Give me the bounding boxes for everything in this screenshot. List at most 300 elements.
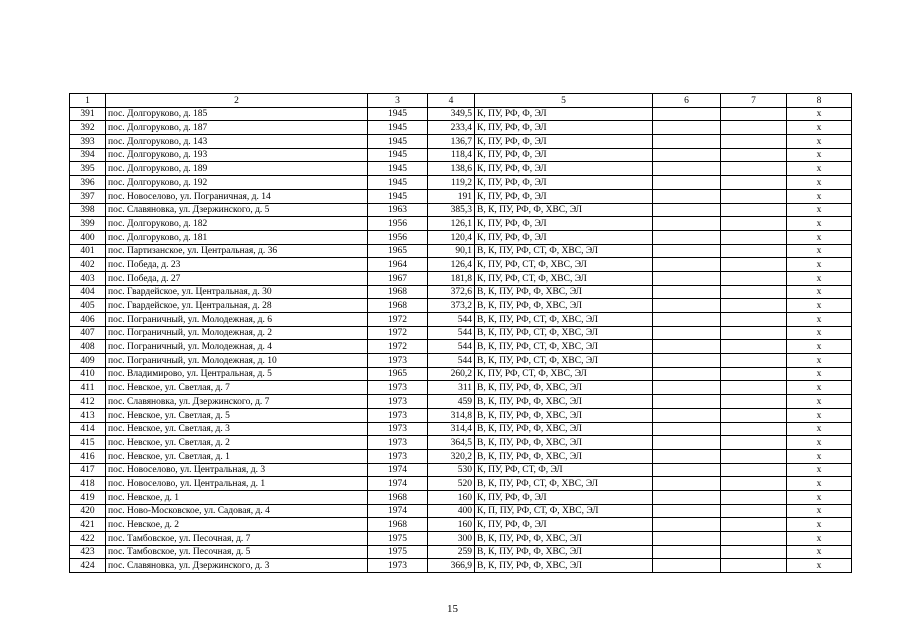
area-cell: 373,2 [428,299,475,313]
services-cell: К, ПУ, РФ, СТ, Ф, ХВС, ЭЛ [475,271,653,285]
table-row [70,436,852,450]
table-row [70,490,852,504]
address-cell: пос. Новоселово, ул. Пограничная, д. 14 [106,189,368,203]
area-cell: 126,1 [428,217,475,231]
table-row [70,148,852,162]
table-row [70,217,852,231]
area-cell: 366,9 [428,559,475,573]
table-row [70,189,852,203]
services-cell: В, К, ПУ, РФ, СТ, Ф, ХВС, ЭЛ [475,477,653,491]
column-number: 1 [70,94,106,108]
table-row [70,545,852,559]
address-cell: пос. Тамбовское, ул. Песочная, д. 7 [106,532,368,546]
table-row [70,354,852,368]
mark-cell: х [787,559,852,573]
area-cell: 544 [428,326,475,340]
column-6-cell [653,518,721,532]
row-number: 410 [70,367,106,381]
column-number-row [70,94,852,108]
address-cell: пос. Славяновка, ул. Дзержинского, д. 3 [106,559,368,573]
column-6-cell [653,436,721,450]
column-7-cell [721,107,787,121]
area-cell: 181,8 [428,271,475,285]
services-cell: К, П, ПУ, РФ, СТ, Ф, ХВС, ЭЛ [475,504,653,518]
column-6-cell [653,217,721,231]
column-7-cell [721,545,787,559]
column-7-cell [721,217,787,231]
year-cell: 1956 [368,217,428,231]
column-6-cell [653,107,721,121]
area-cell: 314,8 [428,408,475,422]
area-cell: 233,4 [428,121,475,135]
address-cell: пос. Победа, д. 23 [106,258,368,272]
year-cell: 1963 [368,203,428,217]
column-number: 4 [428,94,475,108]
year-cell: 1964 [368,258,428,272]
services-cell: В, К, ПУ, РФ, СТ, Ф, ХВС, ЭЛ [475,354,653,368]
address-cell: пос. Долгоруково, д. 189 [106,162,368,176]
year-cell: 1973 [368,408,428,422]
row-number: 416 [70,449,106,463]
row-number: 401 [70,244,106,258]
year-cell: 1968 [368,285,428,299]
mark-cell: х [787,203,852,217]
table-row [70,408,852,422]
area-cell: 191 [428,189,475,203]
area-cell: 320,2 [428,449,475,463]
column-6-cell [653,559,721,573]
row-number: 414 [70,422,106,436]
mark-cell: х [787,422,852,436]
column-7-cell [721,230,787,244]
table-row [70,162,852,176]
column-6-cell [653,203,721,217]
table-row [70,258,852,272]
mark-cell: х [787,381,852,395]
services-cell: В, К, ПУ, РФ, Ф, ХВС, ЭЛ [475,532,653,546]
services-cell: В, К, ПУ, РФ, Ф, ХВС, ЭЛ [475,449,653,463]
year-cell: 1973 [368,436,428,450]
mark-cell: х [787,504,852,518]
year-cell: 1972 [368,326,428,340]
table-row [70,230,852,244]
column-7-cell [721,313,787,327]
row-number: 411 [70,381,106,395]
address-cell: пос. Тамбовское, ул. Песочная, д. 5 [106,545,368,559]
area-cell: 520 [428,477,475,491]
services-cell: К, ПУ, РФ, Ф, ЭЛ [475,490,653,504]
address-cell: пос. Долгоруково, д. 143 [106,135,368,149]
row-number: 418 [70,477,106,491]
table-row [70,244,852,258]
table-row [70,367,852,381]
area-cell: 400 [428,504,475,518]
column-7-cell [721,326,787,340]
address-cell: пос. Невское, д. 2 [106,518,368,532]
services-cell: К, ПУ, РФ, Ф, ЭЛ [475,135,653,149]
mark-cell: х [787,162,852,176]
column-6-cell [653,271,721,285]
services-cell: В, К, ПУ, РФ, СТ, Ф, ХВС, ЭЛ [475,244,653,258]
address-cell: пос. Славяновка, ул. Дзержинского, д. 7 [106,395,368,409]
area-cell: 530 [428,463,475,477]
address-cell: пос. Гвардейское, ул. Центральная, д. 30 [106,285,368,299]
row-number: 404 [70,285,106,299]
year-cell: 1973 [368,559,428,573]
column-7-cell [721,203,787,217]
mark-cell: х [787,436,852,450]
services-cell: В, К, ПУ, РФ, Ф, ХВС, ЭЛ [475,381,653,395]
mark-cell: х [787,408,852,422]
row-number: 398 [70,203,106,217]
area-cell: 118,4 [428,148,475,162]
services-cell: В, К, ПУ, РФ, Ф, ХВС, ЭЛ [475,545,653,559]
mark-cell: х [787,477,852,491]
year-cell: 1975 [368,545,428,559]
address-cell: пос. Пограничный, ул. Молодежная, д. 10 [106,354,368,368]
address-cell: пос. Пограничный, ул. Молодежная, д. 4 [106,340,368,354]
table-row [70,203,852,217]
services-cell: В, К, ПУ, РФ, Ф, ХВС, ЭЛ [475,395,653,409]
address-cell: пос. Невское, д. 1 [106,490,368,504]
table-row [70,381,852,395]
mark-cell: х [787,313,852,327]
year-cell: 1968 [368,518,428,532]
column-7-cell [721,463,787,477]
column-6-cell [653,285,721,299]
column-7-cell [721,340,787,354]
column-6-cell [653,545,721,559]
area-cell: 349,5 [428,107,475,121]
address-cell: пос. Долгоруково, д. 181 [106,230,368,244]
table-row [70,176,852,190]
address-cell: пос. Долгоруково, д. 192 [106,176,368,190]
year-cell: 1965 [368,244,428,258]
column-7-cell [721,381,787,395]
year-cell: 1945 [368,135,428,149]
table-row [70,559,852,573]
mark-cell: х [787,395,852,409]
column-number: 3 [368,94,428,108]
address-cell: пос. Пограничный, ул. Молодежная, д. 6 [106,313,368,327]
row-number: 396 [70,176,106,190]
address-cell: пос. Долгоруково, д. 185 [106,107,368,121]
row-number: 391 [70,107,106,121]
column-7-cell [721,504,787,518]
table-row [70,477,852,491]
area-cell: 119,2 [428,176,475,190]
column-6-cell [653,340,721,354]
area-cell: 314,4 [428,422,475,436]
mark-cell: х [787,230,852,244]
year-cell: 1968 [368,490,428,504]
area-cell: 160 [428,518,475,532]
area-cell: 90,1 [428,244,475,258]
services-cell: В, К, ПУ, РФ, Ф, ХВС, ЭЛ [475,408,653,422]
column-6-cell [653,354,721,368]
services-cell: К, ПУ, РФ, СТ, Ф, ЭЛ [475,463,653,477]
services-cell: К, ПУ, РФ, СТ, Ф, ХВС, ЭЛ [475,367,653,381]
table-row [70,135,852,149]
year-cell: 1945 [368,189,428,203]
register-table [69,93,852,573]
column-number: 2 [106,94,368,108]
column-6-cell [653,135,721,149]
mark-cell: х [787,449,852,463]
column-7-cell [721,436,787,450]
services-cell: К, ПУ, РФ, Ф, ЭЛ [475,176,653,190]
area-cell: 260,2 [428,367,475,381]
row-number: 392 [70,121,106,135]
table-row [70,121,852,135]
address-cell: пос. Невское, ул. Светлая, д. 1 [106,449,368,463]
year-cell: 1975 [368,532,428,546]
column-6-cell [653,121,721,135]
row-number: 394 [70,148,106,162]
mark-cell: х [787,189,852,203]
column-6-cell [653,449,721,463]
column-7-cell [721,408,787,422]
year-cell: 1972 [368,313,428,327]
area-cell: 259 [428,545,475,559]
column-7-cell [721,271,787,285]
row-number: 424 [70,559,106,573]
table-body [70,94,852,573]
address-cell: пос. Гвардейское, ул. Центральная, д. 28 [106,299,368,313]
column-number: 8 [787,94,852,108]
row-number: 417 [70,463,106,477]
mark-cell: х [787,340,852,354]
column-7-cell [721,490,787,504]
column-7-cell [721,162,787,176]
area-cell: 459 [428,395,475,409]
table-row [70,504,852,518]
row-number: 403 [70,271,106,285]
column-7-cell [721,148,787,162]
column-7-cell [721,121,787,135]
row-number: 409 [70,354,106,368]
address-cell: пос. Новоселово, ул. Центральная, д. 1 [106,477,368,491]
column-7-cell [721,395,787,409]
year-cell: 1972 [368,340,428,354]
address-cell: пос. Славяновка, ул. Дзержинского, д. 5 [106,203,368,217]
mark-cell: х [787,121,852,135]
column-6-cell [653,477,721,491]
services-cell: К, ПУ, РФ, Ф, ЭЛ [475,217,653,231]
column-6-cell [653,463,721,477]
mark-cell: х [787,463,852,477]
table-row [70,313,852,327]
mark-cell: х [787,176,852,190]
services-cell: В, К, ПУ, РФ, СТ, Ф, ХВС, ЭЛ [475,340,653,354]
column-7-cell [721,449,787,463]
column-6-cell [653,326,721,340]
row-number: 421 [70,518,106,532]
column-6-cell [653,176,721,190]
row-number: 422 [70,532,106,546]
column-6-cell [653,367,721,381]
address-cell: пос. Долгоруково, д. 193 [106,148,368,162]
services-cell: К, ПУ, РФ, СТ, Ф, ХВС, ЭЛ [475,258,653,272]
year-cell: 1974 [368,477,428,491]
mark-cell: х [787,135,852,149]
year-cell: 1945 [368,107,428,121]
services-cell: К, ПУ, РФ, Ф, ЭЛ [475,518,653,532]
column-6-cell [653,313,721,327]
year-cell: 1974 [368,504,428,518]
address-cell: пос. Долгоруково, д. 187 [106,121,368,135]
column-6-cell [653,395,721,409]
services-cell: К, ПУ, РФ, Ф, ЭЛ [475,230,653,244]
mark-cell: х [787,244,852,258]
services-cell: В, К, ПУ, РФ, Ф, ХВС, ЭЛ [475,203,653,217]
area-cell: 372,6 [428,285,475,299]
address-cell: пос. Долгоруково, д. 182 [106,217,368,231]
column-number: 5 [475,94,653,108]
column-7-cell [721,299,787,313]
column-6-cell [653,490,721,504]
services-cell: К, ПУ, РФ, Ф, ЭЛ [475,107,653,121]
address-cell: пос. Невское, ул. Светлая, д. 2 [106,436,368,450]
area-cell: 311 [428,381,475,395]
year-cell: 1973 [368,449,428,463]
area-cell: 138,6 [428,162,475,176]
column-7-cell [721,354,787,368]
table-row [70,463,852,477]
column-6-cell [653,258,721,272]
area-cell: 544 [428,313,475,327]
mark-cell: х [787,545,852,559]
year-cell: 1973 [368,395,428,409]
table-row [70,326,852,340]
year-cell: 1945 [368,148,428,162]
year-cell: 1945 [368,176,428,190]
row-number: 423 [70,545,106,559]
year-cell: 1956 [368,230,428,244]
row-number: 397 [70,189,106,203]
table-row [70,395,852,409]
column-6-cell [653,230,721,244]
address-cell: пос. Пограничный, ул. Молодежная, д. 2 [106,326,368,340]
column-6-cell [653,422,721,436]
table-row [70,518,852,532]
area-cell: 136,7 [428,135,475,149]
address-cell: пос. Невское, ул. Светлая, д. 3 [106,422,368,436]
row-number: 420 [70,504,106,518]
column-7-cell [721,189,787,203]
year-cell: 1973 [368,354,428,368]
column-7-cell [721,258,787,272]
address-cell: пос. Партизанское, ул. Центральная, д. 36 [106,244,368,258]
row-number: 406 [70,313,106,327]
address-cell: пос. Невское, ул. Светлая, д. 5 [106,408,368,422]
mark-cell: х [787,299,852,313]
row-number: 408 [70,340,106,354]
services-cell: В, К, ПУ, РФ, Ф, ХВС, ЭЛ [475,422,653,436]
row-number: 400 [70,230,106,244]
column-6-cell [653,381,721,395]
services-cell: К, ПУ, РФ, Ф, ЭЛ [475,148,653,162]
services-cell: В, К, ПУ, РФ, СТ, Ф, ХВС, ЭЛ [475,313,653,327]
table-row [70,107,852,121]
services-cell: К, ПУ, РФ, Ф, ЭЛ [475,162,653,176]
table-row [70,340,852,354]
column-7-cell [721,518,787,532]
area-cell: 364,5 [428,436,475,450]
row-number: 419 [70,490,106,504]
address-cell: пос. Владимирово, ул. Центральная, д. 5 [106,367,368,381]
year-cell: 1973 [368,381,428,395]
row-number: 412 [70,395,106,409]
column-7-cell [721,367,787,381]
table-row [70,285,852,299]
mark-cell: х [787,490,852,504]
year-cell: 1974 [368,463,428,477]
area-cell: 160 [428,490,475,504]
mark-cell: х [787,107,852,121]
table-row [70,449,852,463]
column-6-cell [653,532,721,546]
column-7-cell [721,477,787,491]
services-cell: В, К, ПУ, РФ, Ф, ХВС, ЭЛ [475,285,653,299]
row-number: 407 [70,326,106,340]
mark-cell: х [787,354,852,368]
services-cell: В, К, ПУ, РФ, Ф, ХВС, ЭЛ [475,436,653,450]
table-row [70,299,852,313]
column-7-cell [721,176,787,190]
table-row [70,271,852,285]
mark-cell: х [787,271,852,285]
area-cell: 385,3 [428,203,475,217]
row-number: 413 [70,408,106,422]
area-cell: 544 [428,354,475,368]
area-cell: 120,4 [428,230,475,244]
services-cell: В, К, ПУ, РФ, СТ, Ф, ХВС, ЭЛ [475,326,653,340]
column-number: 6 [653,94,721,108]
column-6-cell [653,189,721,203]
mark-cell: х [787,148,852,162]
year-cell: 1945 [368,162,428,176]
table-row [70,532,852,546]
year-cell: 1968 [368,299,428,313]
address-cell: пос. Невское, ул. Светлая, д. 7 [106,381,368,395]
mark-cell: х [787,367,852,381]
year-cell: 1967 [368,271,428,285]
services-cell: В, К, ПУ, РФ, Ф, ХВС, ЭЛ [475,559,653,573]
year-cell: 1973 [368,422,428,436]
area-cell: 544 [428,340,475,354]
services-cell: К, ПУ, РФ, Ф, ЭЛ [475,189,653,203]
column-7-cell [721,532,787,546]
column-7-cell [721,285,787,299]
area-cell: 126,4 [428,258,475,272]
row-number: 393 [70,135,106,149]
row-number: 402 [70,258,106,272]
row-number: 395 [70,162,106,176]
page-number: 15 [447,603,458,615]
services-cell: К, ПУ, РФ, Ф, ЭЛ [475,121,653,135]
column-6-cell [653,299,721,313]
mark-cell: х [787,217,852,231]
mark-cell: х [787,532,852,546]
column-6-cell [653,148,721,162]
column-number: 7 [721,94,787,108]
row-number: 399 [70,217,106,231]
address-cell: пос. Победа, д. 27 [106,271,368,285]
year-cell: 1965 [368,367,428,381]
area-cell: 300 [428,532,475,546]
column-6-cell [653,244,721,258]
